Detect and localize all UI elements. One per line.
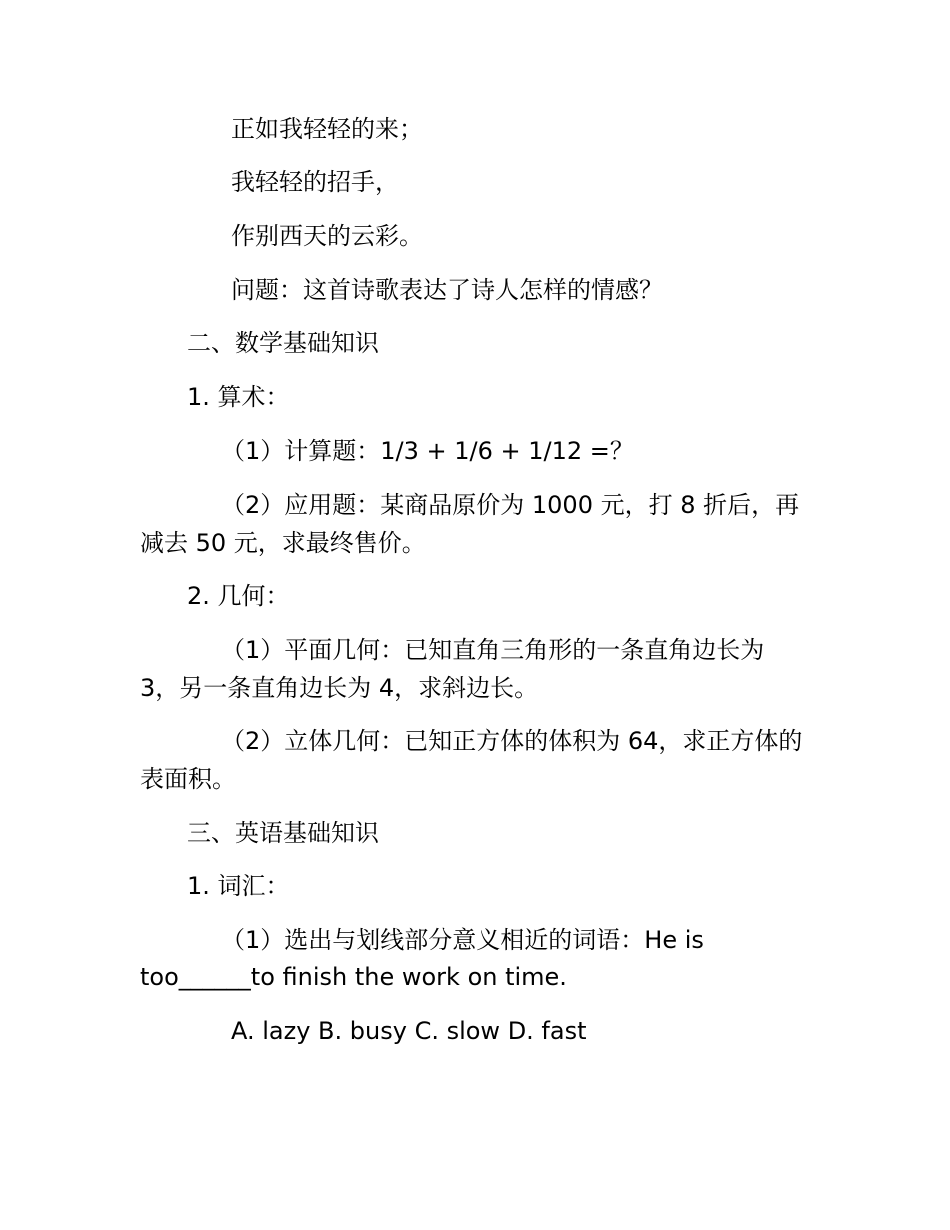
vocab-question-1-options: A. lazy B. busy C. slow D. fast xyxy=(231,1017,587,1045)
poem-line-2: 我轻轻的招手， xyxy=(231,168,399,196)
geometry-title: 2. 几何： xyxy=(187,582,290,610)
poem-line-3: 作别西天的云彩。 xyxy=(231,222,423,250)
english-section-heading: 三、英语基础知识 xyxy=(187,819,379,847)
geometry-question-1-line-1: （1）平面几何：已知直角三角形的一条直角边长为 xyxy=(221,636,765,664)
arithmetic-title: 1. 算术： xyxy=(187,383,290,411)
vocab-title: 1. 词汇： xyxy=(187,872,290,900)
geometry-question-1-line-2: 3，另一条直角边长为 4，求斜边长。 xyxy=(140,674,539,702)
arithmetic-question-2-line-2: 减去 50 元，求最终售价。 xyxy=(140,529,426,557)
arithmetic-question-2-line-1: （2）应用题：某商品原价为 1000 元，打 8 折后，再 xyxy=(221,491,800,519)
poem-question: 问题：这首诗歌表达了诗人怎样的情感？ xyxy=(231,276,663,304)
poem-line-1: 正如我轻轻的来； xyxy=(231,115,423,143)
vocab-question-1-line-2: too______to finish the work on time. xyxy=(140,963,567,991)
geometry-question-2-line-1: （2）立体几何：已知正方体的体积为 64，求正方体的 xyxy=(221,727,803,755)
geometry-question-2-line-2: 表面积。 xyxy=(140,765,236,793)
math-section-heading: 二、数学基础知识 xyxy=(187,329,379,357)
vocab-question-1-line-1: （1）选出与划线部分意义相近的词语：He is xyxy=(221,926,704,954)
arithmetic-question-1: （1）计算题：1/3 + 1/6 + 1/12 =？ xyxy=(221,437,634,465)
